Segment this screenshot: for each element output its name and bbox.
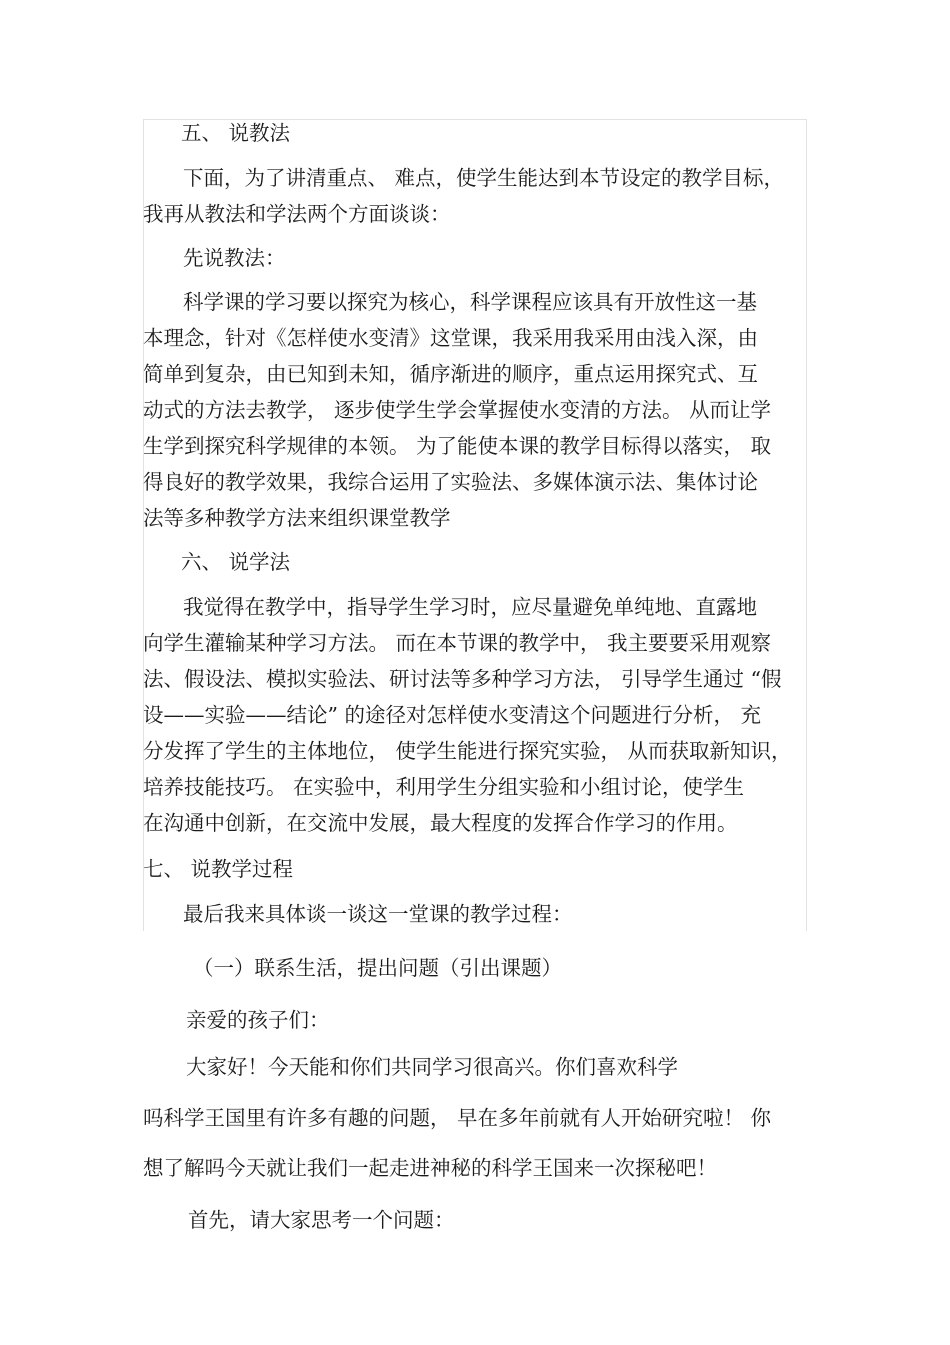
paragraph-line: 生学到探究科学规律的本领。 为了能使本课的教学目标得以落实， 取	[143, 434, 772, 458]
paragraph-line: 简单到复杂，由已知到未知，循序渐进的顺序，重点运用探究式、互	[143, 362, 758, 386]
paragraph-line: 下面，为了讲清重点、 难点，使学生能达到本节设定的教学目标，	[183, 166, 785, 190]
section-heading-7: 七、 说教学过程	[143, 857, 294, 881]
sub-heading: 先说教法：	[183, 246, 286, 270]
paragraph-line: 向学生灌输某种学习方法。 而在本节课的教学中， 我主要要采用观察	[143, 631, 772, 655]
paragraph-line: 动式的方法去教学， 逐步使学生学会掌握使水变清的方法。 从而让学	[143, 398, 772, 422]
paragraph-line: 设——实验——结论” 的途径对怎样使水变清这个问题进行分析， 充	[143, 703, 762, 727]
paragraph-line: 大家好！今天能和你们共同学习很高兴。你们喜欢科学	[186, 1055, 678, 1079]
greeting: 亲爱的孩子们：	[186, 1008, 330, 1032]
paragraph-line: 我再从教法和学法两个方面谈谈：	[143, 202, 451, 226]
paragraph-line: 培养技能技巧。 在实验中，利用学生分组实验和小组讨论，使学生	[143, 775, 745, 799]
paragraph-line: 我觉得在教学中，指导学生学习时，应尽量避免单纯地、直露地	[183, 595, 757, 619]
paragraph-line: 本理念，针对《怎样使水变清》这堂课，我采用我采用由浅入深，由	[143, 326, 758, 350]
paragraph-line: 分发挥了学生的主体地位， 使学生能进行探究实验， 从而获取新知识，	[143, 739, 792, 763]
paragraph-line: 科学课的学习要以探究为核心，科学课程应该具有开放性这一基	[183, 290, 757, 314]
paragraph-line: 法、假设法、模拟实验法、研讨法等多种学习方法， 引导学生通过 “假	[143, 667, 782, 691]
sub-heading-part-1: （一）联系生活，提出问题（引出课题）	[193, 956, 562, 980]
section-heading-5: 五、 说教法	[181, 121, 291, 145]
paragraph-line: 在沟通中创新，在交流中发展，最大程度的发挥合作学习的作用。	[143, 811, 738, 835]
paragraph-line: 法等多种教学方法来组织课堂教学	[143, 506, 451, 530]
section-heading-6: 六、 说学法	[181, 550, 291, 574]
paragraph-line: 吗科学王国里有许多有趣的问题， 早在多年前就有人开始研究啦！ 你	[143, 1106, 772, 1130]
paragraph-line: 首先，请大家思考一个问题：	[188, 1208, 455, 1232]
paragraph-line: 最后我来具体谈一谈这一堂课的教学过程：	[183, 902, 573, 926]
paragraph-line: 想了解吗今天就让我们一起走进神秘的科学王国来一次探秘吧！	[143, 1156, 717, 1180]
paragraph-line: 得良好的教学效果，我综合运用了实验法、多媒体演示法、集体讨论	[143, 470, 758, 494]
